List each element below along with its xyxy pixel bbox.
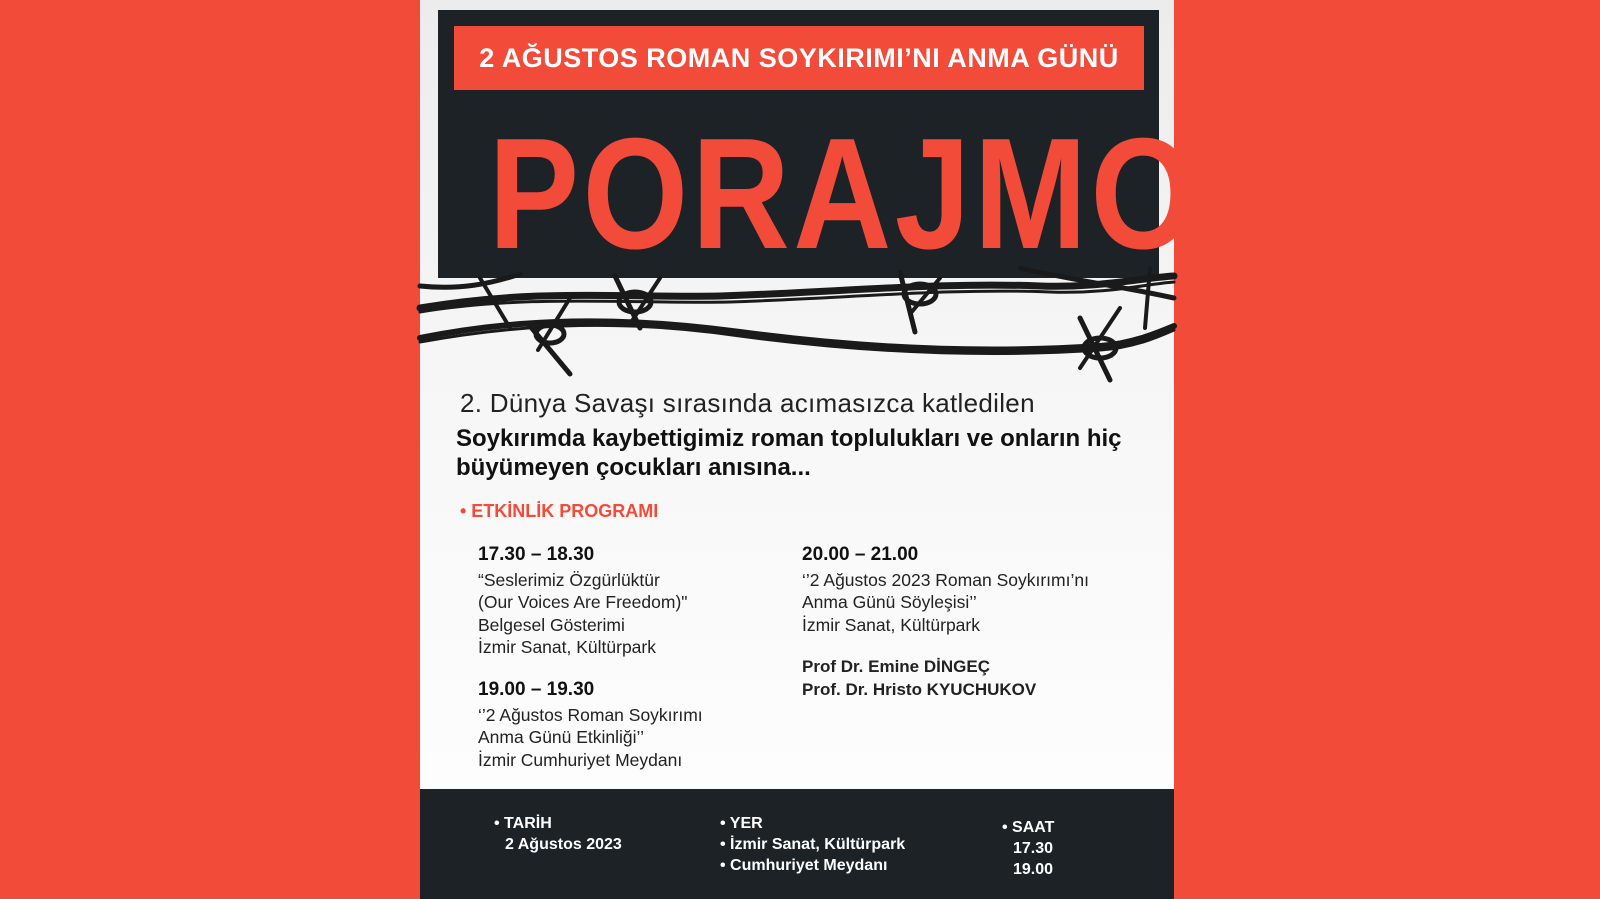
speaker-name: Prof. Dr. Hristo KYUCHUKOV (802, 680, 1037, 699)
event-time: 20.00 – 21.00 (802, 544, 919, 565)
time-label: • SAAT (1002, 817, 1054, 838)
time-value: 19.00 (1013, 861, 1054, 878)
main-title: PORAJMOS (488, 106, 1294, 282)
intro-line: 2. Dünya Savaşı sırasında acımasızca katledilen (460, 388, 1035, 418)
speaker-name: Prof Dr. Emine DİNGEÇ (802, 657, 990, 676)
event-line: İzmir Cumhuriyet Meydanı (478, 749, 683, 770)
info-footer (420, 789, 1174, 899)
event-line: İzmir Sanat, Kültürpark (802, 614, 980, 635)
event-line: Anma Günü Söyleşisi’’ (802, 592, 977, 612)
event-line: ‘’2 Ağustos Roman Soykırımı (478, 704, 703, 725)
date-value: 2 Ağustos 2023 (505, 836, 622, 853)
event-time: 19.00 – 19.30 (478, 679, 595, 700)
place-value: • İzmir Sanat, Kültürpark (720, 834, 905, 855)
date-label: • TARİH (494, 813, 622, 834)
event-poster (420, 0, 1294, 899)
event-item (802, 544, 1089, 636)
time-value: 17.30 (1013, 840, 1054, 857)
event-line: ‘’2 Ağustos 2023 Roman Soykırımı’nı (802, 569, 1089, 590)
barbed-wire-illustration (420, 268, 1174, 388)
event-item (478, 544, 687, 659)
footer-date (494, 813, 622, 855)
place-value: • Cumhuriyet Meydanı (720, 855, 905, 876)
place-label: • YER (720, 813, 905, 834)
event-item (478, 679, 703, 771)
event-line: (Our Voices Are Freedom)" (478, 592, 688, 612)
footer-place (720, 813, 905, 876)
memorial-text: Soykırımda kaybettigimiz roman toplulukları ve onların hiç büyümeyen çocukları anısına... (456, 425, 1122, 481)
footer-time (1002, 817, 1054, 880)
event-line: Anma Günü Etkinliği’’ (478, 727, 645, 747)
speakers-list (802, 655, 1036, 701)
subtitle-banner (454, 26, 1144, 90)
program-heading: • ETKİNLİK PROGRAMI (460, 501, 659, 521)
event-line: Belgesel Gösterimi (478, 614, 625, 635)
event-line: “Seslerimiz Özgürlüktür (478, 569, 660, 590)
event-line: İzmir Sanat, Kültürpark (478, 637, 656, 657)
subtitle-text: 2 AĞUSTOS ROMAN SOYKIRIMI’NI ANMA GÜNÜ (479, 42, 1119, 73)
title-box (438, 10, 1294, 282)
event-time: 17.30 – 18.30 (478, 544, 595, 565)
